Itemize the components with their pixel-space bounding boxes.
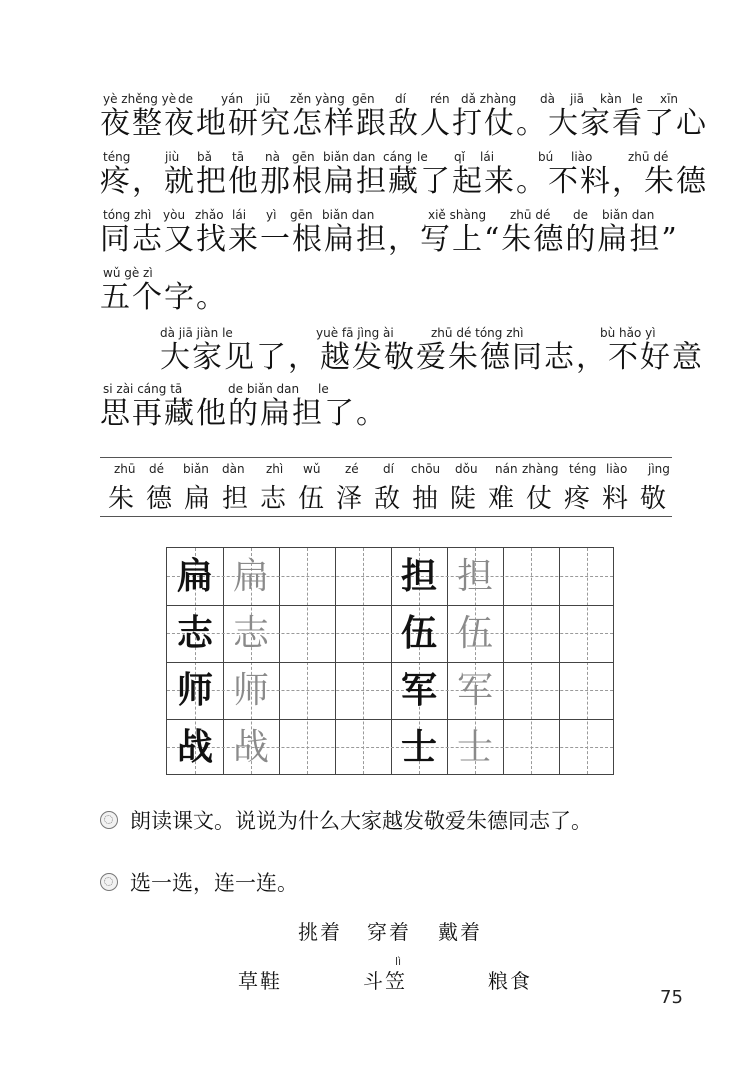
pinyin: gēn [352,92,375,106]
model-char: 志 [176,613,213,654]
bullet-icon [100,811,118,829]
pinyin: gēn [290,208,313,222]
vocab-pinyin: zhàng [522,462,559,476]
pinyin: téng [103,150,131,164]
verb-word: 挑着 [298,920,342,944]
pinyin: dà jiā jiàn le [160,326,233,340]
pinyin: yòu [163,208,186,222]
page-number: 75 [660,987,683,1008]
pinyin: de [178,92,193,106]
vocab-pinyin: nán [495,462,518,476]
pinyin: yán [221,92,244,106]
vocab-char: 朱 [107,484,134,514]
pinyin: nà [265,150,280,164]
pinyin: qǐ [454,150,465,164]
verb-word: 戴着 [438,920,482,944]
pinyin: yè zhěng yè [103,92,177,106]
task-text: 朗读课文。说说为什么大家越发敬爱朱德同志了。 [130,809,592,833]
vocab-hanzi-row [0,478,750,514]
vocab-char: 担 [221,484,248,514]
vocab-pinyin: zhū [114,462,136,476]
vocab-char: 仗 [525,484,552,514]
trace-char: 师 [232,670,269,711]
vocab-char: 志 [259,484,286,514]
vocab-pinyin: biǎn [183,462,209,476]
pinyin: bù hǎo yì [600,326,656,340]
pinyin: lái [232,208,247,222]
pinyin: biǎn dan [602,208,655,222]
pinyin: tā [232,150,245,164]
vocab-char: 扁 [183,484,210,514]
pinyin: de biǎn dan [228,382,300,396]
passage-text-line: 同志又找来一根扁担，写上“朱德的扁担” [100,222,679,257]
model-char: 战 [176,727,213,768]
pinyin: xīn [660,92,679,106]
grid-guide [307,548,308,774]
model-char: 担 [400,556,437,597]
grid-guide [587,548,588,774]
vocab-char: 敌 [373,484,400,514]
pinyin: liào [571,150,593,164]
pinyin: de [573,208,588,222]
task-text: 选一选，连一连。 [130,871,298,895]
pinyin: le [318,382,329,396]
pinyin: zěn yàng [290,92,345,106]
passage-text-line: 夜整夜地研究怎样跟敌人打仗。大家看了心 [100,106,708,141]
vocab-char: 德 [145,484,172,514]
vocab-char: 难 [487,484,514,514]
pinyin: rén [430,92,450,106]
vocab-pinyin: dàn [222,462,245,476]
pinyin: cáng [383,150,413,164]
pinyin: biǎn dan [323,150,376,164]
trace-char: 扁 [232,556,269,597]
passage-text-line: 大家见了，越发敬爱朱德同志，不好意 [160,340,704,375]
vocab-char: 抽 [411,484,438,514]
trace-char: 伍 [456,613,493,654]
pinyin: yuè fā jìng ài [316,326,394,340]
grid-guide [363,548,364,774]
vocab-pinyin: dí [383,462,394,476]
pinyin: lái [480,150,495,164]
bottom-rule [100,516,672,517]
noun-word: 草鞋 [238,969,282,993]
pinyin: le [417,150,428,164]
pinyin: bú [538,150,554,164]
trace-char: 军 [456,670,493,711]
vocab-pinyin: téng [569,462,597,476]
vocab-char: 泽 [335,484,362,514]
trace-char: 战 [232,727,269,768]
vocab-char: 陡 [449,484,476,514]
pinyin: jiù [165,150,180,164]
vocab-pinyin: dǒu [455,462,478,476]
task-read-aloud [100,804,592,836]
vocab-pinyin: chōu [411,462,441,476]
vocab-pinyin: zhì [266,462,284,476]
grid-guide [531,548,532,774]
vocab-char: 疼 [563,484,590,514]
pinyin: zhū dé [628,150,669,164]
passage-text-line: 思再藏他的扁担了。 [100,396,388,431]
vocab-pinyin: dé [149,462,164,476]
trace-char: 志 [232,613,269,654]
task-match [100,866,298,898]
pinyin: bǎ [197,150,212,164]
vocab-pinyin: wǔ [303,462,321,476]
trace-char: 士 [456,727,493,768]
pinyin: dà [540,92,555,106]
pinyin: yì [266,208,277,222]
pinyin: jiū [256,92,271,106]
grid-line [503,548,504,774]
pinyin: wǔ gè zì [103,266,153,280]
pinyin: dǎ zhàng [461,92,517,106]
pinyin: xiě shàng [428,208,487,222]
passage-text-line: 疼，就把他那根扁担藏了起来。不料，朱德 [100,164,708,199]
writing-grid [166,547,614,775]
pinyin: le [632,92,643,106]
pinyin: jiā [570,92,585,106]
model-char: 扁 [176,556,213,597]
pinyin: tóng zhì [103,208,152,222]
pinyin-annotation: lì [395,955,402,968]
model-char: 军 [400,670,437,711]
model-char: 师 [176,670,213,711]
trace-char: 担 [456,556,493,597]
pinyin: kàn [600,92,622,106]
vocab-pinyin: zé [345,462,359,476]
vocab-char: 敬 [639,484,666,514]
pinyin: zhǎo [195,208,224,222]
vocab-pinyin: liào [606,462,628,476]
pinyin: zhū dé [510,208,551,222]
pinyin: dí [395,92,406,106]
noun-word: 粮食 [488,969,532,993]
grid-line [279,548,280,774]
verb-word: 穿着 [367,920,411,944]
pinyin: biǎn dan [322,208,375,222]
model-char: 士 [400,727,437,768]
vocab-pinyin: jìng [648,462,670,476]
pinyin: si zài cáng tā [103,382,183,396]
passage-text-line: 五个字。 [100,280,228,315]
vocab-char: 伍 [297,484,324,514]
grid-line [559,548,560,774]
bullet-icon [100,873,118,891]
pinyin: gēn [292,150,315,164]
model-char: 伍 [400,613,437,654]
vocab-char: 料 [601,484,628,514]
pinyin: zhū dé tóng zhì [431,326,524,340]
noun-word: 斗笠 [363,969,407,993]
top-rule [100,457,672,458]
grid-line [335,548,336,774]
